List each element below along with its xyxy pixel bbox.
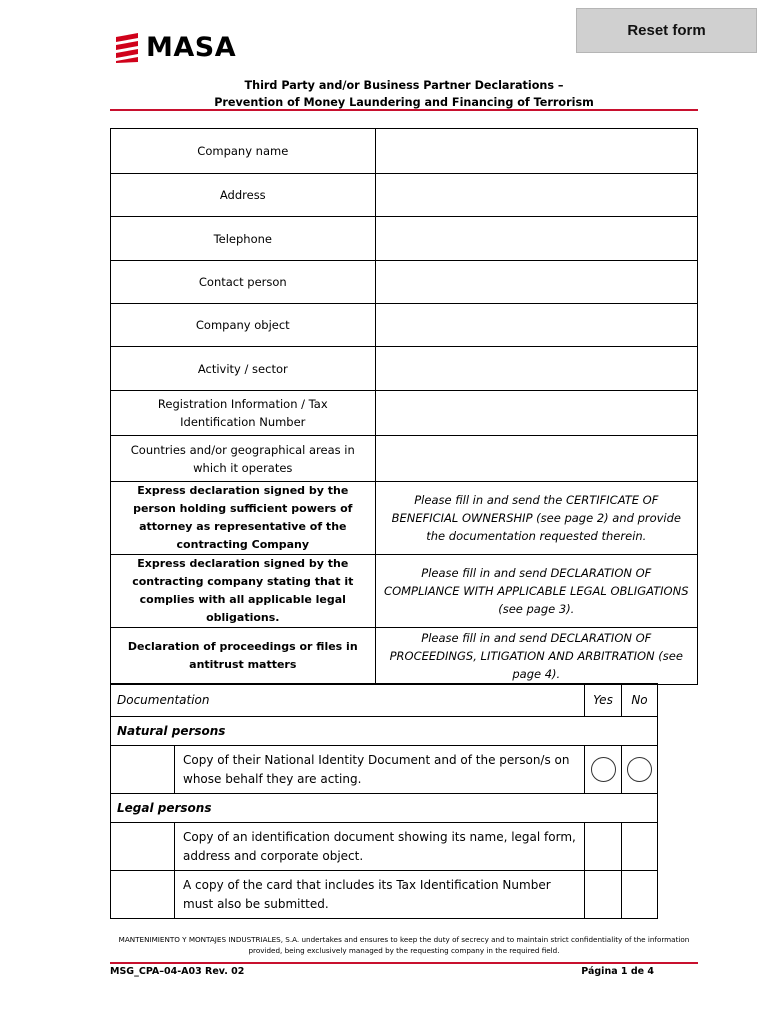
- title-line-2: Prevention of Money Laundering and Financing of Terrorism: [214, 96, 594, 109]
- masa-logo-icon: [116, 33, 142, 63]
- no-cell: [622, 746, 658, 794]
- company-object-field[interactable]: [375, 304, 697, 347]
- table-row: [111, 436, 698, 482]
- address-field[interactable]: [375, 174, 697, 217]
- yes-cell[interactable]: [585, 823, 622, 871]
- declaration-instruction: Please fill in and send DECLARATION OF PROCEEDINGS, LITIGATION AND ARBITRATION (see page 4).: [375, 628, 697, 685]
- table-row: [111, 217, 698, 261]
- indent-cell: [111, 823, 175, 871]
- legal-persons-item: Copy of an identification document showing its name, legal form, address and corporate object.: [175, 823, 585, 871]
- table-row: [111, 174, 698, 217]
- table-row: [111, 129, 698, 174]
- masa-logo: [116, 33, 236, 63]
- table-row: [111, 304, 698, 347]
- field-label: Company name: [111, 129, 376, 174]
- table-row: [111, 347, 698, 391]
- declaration-label: Declaration of proceedings or files in antitrust matters: [111, 628, 376, 685]
- documentation-table: [110, 683, 658, 919]
- table-row: [111, 684, 658, 717]
- registration-info-field[interactable]: [375, 391, 697, 436]
- table-row: [111, 261, 698, 304]
- field-label: Registration Information / Tax Identification Number: [111, 391, 376, 436]
- yes-cell: [585, 746, 622, 794]
- field-label: Countries and/or geographical areas in which it operates: [111, 436, 376, 482]
- document-code: MSG_CPA–04-A03 Rev. 02: [110, 966, 245, 977]
- field-label: Contact person: [111, 261, 376, 304]
- indent-cell: [111, 871, 175, 919]
- declaration-label: Express declaration signed by the contracting company stating that it complies with all applicable legal obligations.: [111, 555, 376, 628]
- field-label: Telephone: [111, 217, 376, 261]
- company-info-table: [110, 128, 698, 685]
- table-row: [111, 482, 698, 555]
- contact-person-field[interactable]: [375, 261, 697, 304]
- table-row: [111, 823, 658, 871]
- countries-field[interactable]: [375, 436, 697, 482]
- telephone-field[interactable]: [375, 217, 697, 261]
- table-row: [111, 555, 698, 628]
- page-title: [110, 77, 698, 111]
- title-line-1: Third Party and/or Business Partner Declarations –: [244, 79, 564, 92]
- company-name-field[interactable]: [375, 129, 697, 174]
- logo-text: MASA: [146, 32, 237, 63]
- no-header: No: [622, 684, 658, 717]
- declaration-instruction: Please fill in and send the CERTIFICATE OF BENEFICIAL OWNERSHIP (see page 2) and provide the documentation requested therein.: [375, 482, 697, 555]
- title-divider: [110, 109, 698, 111]
- yes-cell[interactable]: [585, 871, 622, 919]
- activity-sector-field[interactable]: [375, 347, 697, 391]
- footer-divider: [110, 962, 698, 964]
- table-row: [111, 391, 698, 436]
- table-row: [111, 628, 698, 685]
- documentation-header: Documentation: [111, 684, 585, 717]
- yes-radio[interactable]: [591, 757, 616, 782]
- indent-cell: [111, 746, 175, 794]
- table-row: [111, 794, 658, 823]
- table-row: [111, 746, 658, 794]
- confidentiality-note: MANTENIMIENTO Y MONTAJES INDUSTRIALES, S.A. undertakes and ensures to keep the duty of secrecy and to maintain strict confidentiality of the information provided, being exclusively managed by the requesting company in the required field.: [118, 935, 690, 955]
- natural-persons-item: Copy of their National Identity Document and of the person/s on whose behalf they are acting.: [175, 746, 585, 794]
- legal-persons-heading: Legal persons: [111, 794, 658, 823]
- no-cell[interactable]: [622, 871, 658, 919]
- declaration-instruction: Please fill in and send DECLARATION OF COMPLIANCE WITH APPLICABLE LEGAL OBLIGATIONS (see page 3).: [375, 555, 697, 628]
- field-label: Activity / sector: [111, 347, 376, 391]
- no-cell[interactable]: [622, 823, 658, 871]
- table-row: [111, 717, 658, 746]
- reset-form-button[interactable]: Reset form: [576, 8, 757, 53]
- declaration-label: Express declaration signed by the person holding sufficient powers of attorney as representative of the contracting Company: [111, 482, 376, 555]
- page-number: Página 1 de 4: [581, 966, 654, 977]
- legal-persons-item: A copy of the card that includes its Tax Identification Number must also be submitted.: [175, 871, 585, 919]
- field-label: Company object: [111, 304, 376, 347]
- table-row: [111, 871, 658, 919]
- no-radio[interactable]: [627, 757, 652, 782]
- natural-persons-heading: Natural persons: [111, 717, 658, 746]
- yes-header: Yes: [585, 684, 622, 717]
- field-label: Address: [111, 174, 376, 217]
